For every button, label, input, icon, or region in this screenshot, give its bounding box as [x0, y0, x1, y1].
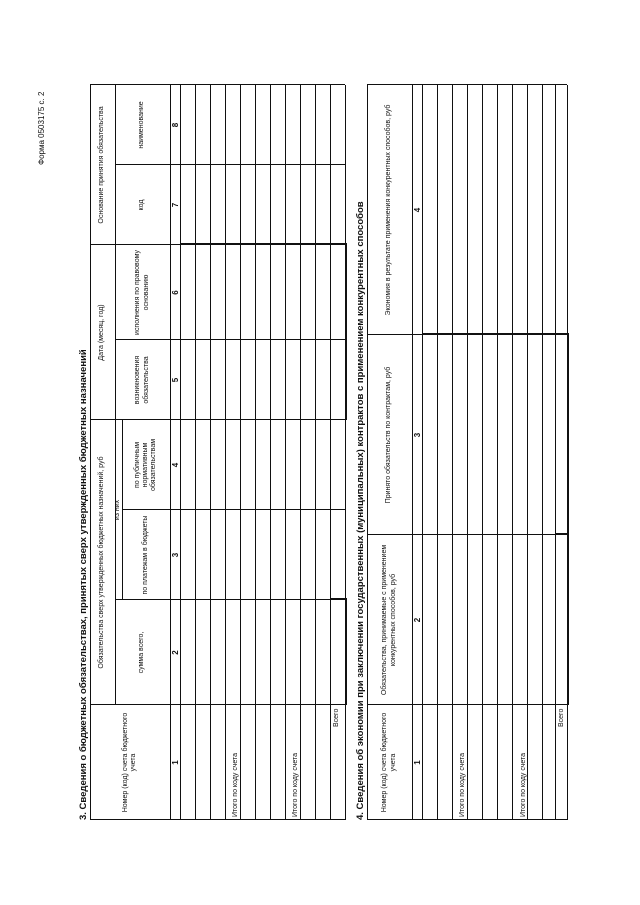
s3-subtotal-2: Итого по коду счета: [292, 752, 299, 817]
s4-col-accepted: Принято обязательств по контрактам, руб: [385, 366, 393, 504]
s3-colnum: 3: [171, 552, 180, 558]
s3-col-account: Номер (код) счета бюджетного учета: [121, 712, 137, 813]
s3-colnum: 1: [171, 760, 180, 765]
s3-total-box: [330, 598, 347, 705]
s3-col-date-execute: исполнения по правовому основанию: [134, 250, 150, 335]
s4-subtotal-1: Итого по коду счета: [459, 752, 466, 817]
section3-title: 3. Сведения о бюджетных обязательствах, принятых сверх утвержденных бюджетных назначений: [78, 349, 89, 820]
s3-col-name: наименование: [138, 101, 146, 149]
s4-subtotal-2: Итого по коду счета: [520, 752, 527, 817]
s3-colnum: 8: [171, 122, 180, 128]
s4-col-obligations: Обязательства, принимаемые с применением конкурентных способов, руб: [381, 544, 397, 696]
s4-col-savings: Экономия в результате применения конкурентных способов, руб: [385, 104, 393, 316]
s4-colnum: 4: [413, 207, 422, 213]
s4-grand-total: Всего: [558, 708, 565, 727]
s3-colnum: 2: [171, 650, 180, 655]
s3-date-box: [180, 243, 347, 420]
s3-colnum: 6: [171, 290, 180, 295]
s3-col-date-group: Дата (месяц, год): [98, 304, 106, 361]
s4-total-box: [555, 533, 569, 705]
s3-col-code: код: [138, 199, 146, 211]
s3-col-public: по публичным нормативным обязательствам: [133, 438, 158, 492]
s3-colnum: 4: [171, 462, 180, 468]
s4-colnum: 1: [413, 760, 422, 765]
s3-grand-total: Всего: [333, 708, 340, 727]
s4-colnum: 2: [413, 617, 422, 623]
s4-colnum: 3: [413, 432, 422, 438]
s3-col-basis-group: Основание принятия обязательства: [98, 106, 106, 224]
s3-colnum: 7: [171, 202, 180, 208]
form-code: Форма 0503175 с. 2: [37, 91, 46, 165]
s3-col-of-which: из них: [114, 499, 122, 521]
s4-col-account: Номер (код) счета бюджетного учета: [381, 712, 397, 813]
section4-title: 4. Сведения об экономии при заключении государственных (муниципальных) контрактов с применением конкурентных способов: [355, 201, 366, 820]
s3-col-obligations-group: Обязательства сверх утвержденных бюджетных назначений, руб: [98, 456, 106, 669]
s3-colnum: 5: [171, 377, 180, 383]
s3-subtotal-1: Итого по коду счета: [232, 752, 239, 817]
s4-accepted-box: [422, 333, 569, 535]
s3-col-date-arise: возникновения обязательства: [134, 355, 150, 405]
s3-col-total: сумма всего,: [138, 631, 146, 674]
s3-col-payments: по платежам в бюджеты: [141, 515, 149, 595]
